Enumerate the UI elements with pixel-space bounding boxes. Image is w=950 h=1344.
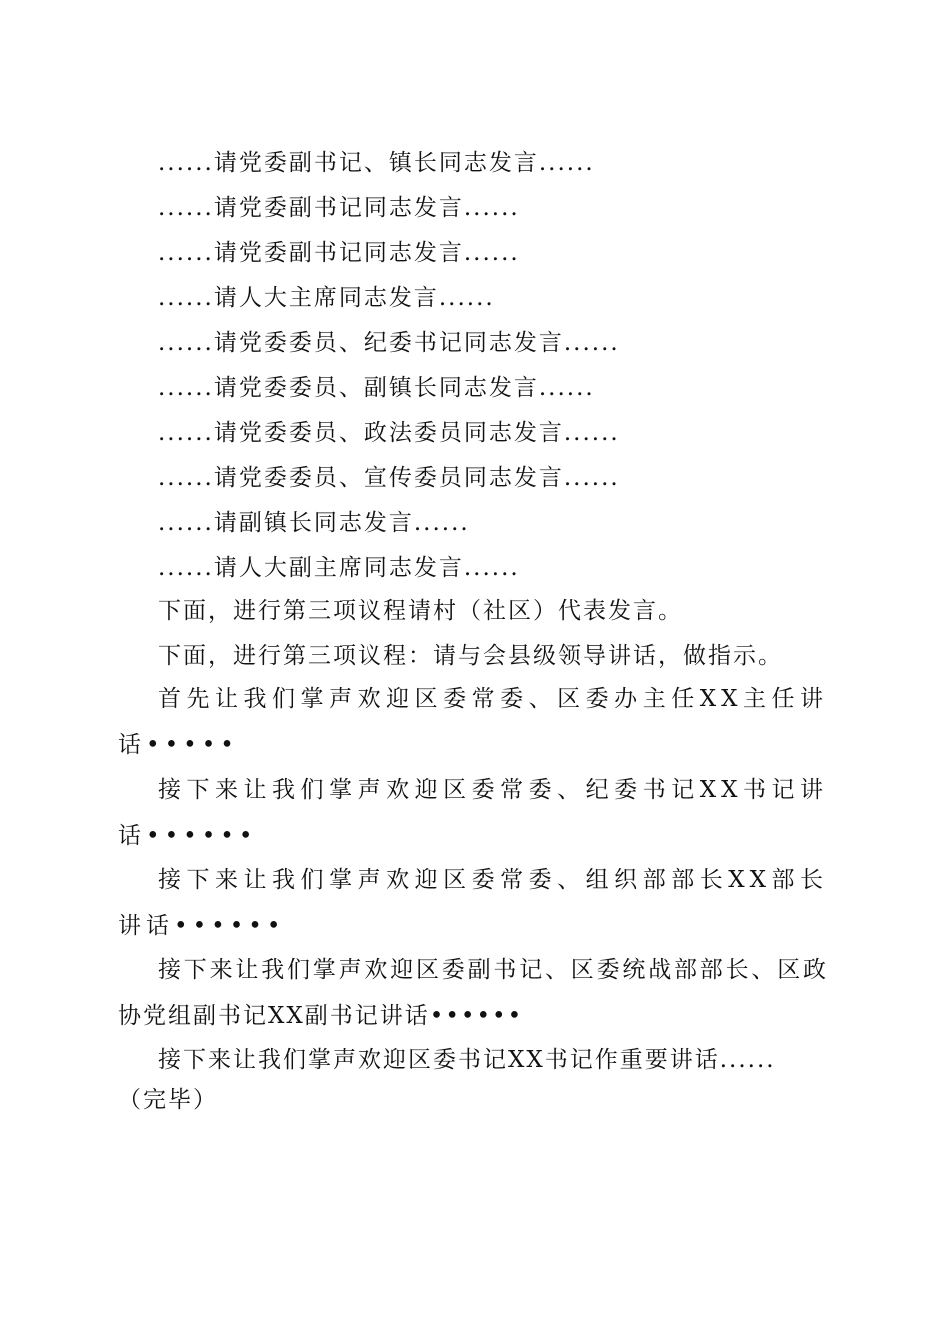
agenda-line: ......请党委委员、副镇长同志发言......: [158, 375, 595, 401]
agenda-line: ......请党委副书记同志发言......: [158, 195, 520, 221]
speech-paragraph: 接下来让我们掌声欢迎区委常委、纪委书记XX书记讲话••••••: [118, 777, 828, 849]
agenda-line: 下面，进行第三项议程请村（社区）代表发言。: [158, 598, 683, 624]
speech-paragraph: 首先让我们掌声欢迎区委常委、区委办主任XX主任讲话•••••: [118, 686, 828, 758]
agenda-line: ......请党委副书记、镇长同志发言......: [158, 150, 595, 176]
agenda-line: ......请党委委员、政法委员同志发言......: [158, 420, 620, 446]
agenda-line: ......请党委委员、宣传委员同志发言......: [158, 465, 620, 491]
agenda-line: 下面，进行第三项议程：请与会县级领导讲话，做指示。: [158, 643, 783, 669]
speech-paragraph: 接下来让我们掌声欢迎区委常委、组织部部长XX部长讲话••••••: [118, 867, 828, 939]
agenda-line: ......请党委副书记同志发言......: [158, 240, 520, 266]
speech-paragraph: 接下来让我们掌声欢迎区委副书记、区委统战部部长、区政协党组副书记XX副书记讲话••••••: [118, 957, 828, 1029]
agenda-line: ......请党委委员、纪委书记同志发言......: [158, 330, 620, 356]
agenda-line: ......请副镇长同志发言......: [158, 510, 470, 536]
agenda-line: ......请人大主席同志发言......: [158, 285, 495, 311]
agenda-line: ......请人大副主席同志发言......: [158, 555, 520, 581]
closing-note: （完毕）: [118, 1087, 218, 1113]
speech-paragraph: 接下来让我们掌声欢迎区委书记XX书记作重要讲话......: [158, 1047, 776, 1073]
